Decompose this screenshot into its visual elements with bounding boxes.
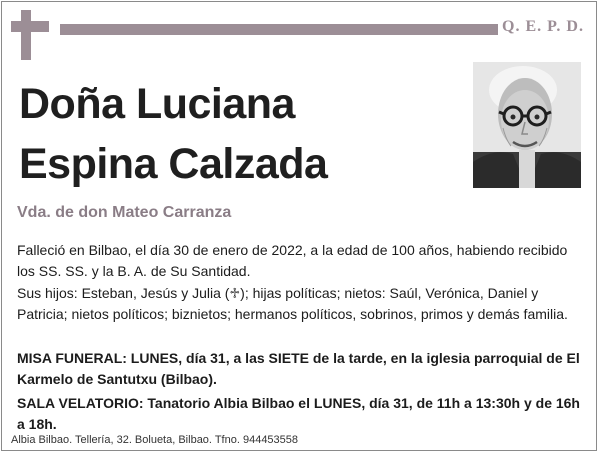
widow-of-label: Vda. de don Mateo Carranza xyxy=(17,204,232,221)
qepd-label: Q. E. P. D. xyxy=(502,18,584,35)
wake-room-paragraph: SALA VELATORIO: Tanatorio Albia Bilbao el LUNES, día 31, de 11h a 13:30h y de 16h a 18h. xyxy=(17,395,580,432)
family-paragraph: Sus hijos: Esteban, Jesús y Julia (♱); hijas políticas; nietos: Saúl, Verónica, Daniel y Patricia; nietos políticos; biznietos; hermanos políticos, sobrinos, primos y demás familia. xyxy=(17,285,568,322)
deceased-name-line1: Doña Luciana xyxy=(19,80,295,128)
deceased-name-line2: Espina Calzada xyxy=(19,140,328,188)
funeral-home-footer: Albia Bilbao. Tellería, 32. Bolueta, Bilbao. Tfno. 944453558 xyxy=(11,434,299,446)
deceased-portrait xyxy=(473,62,581,188)
funeral-mass-paragraph: MISA FUNERAL: LUNES, día 31, a las SIETE de la tarde, en la iglesia parroquial de El Karmelo de Santutxu (Bilbao). xyxy=(17,350,580,387)
header-bar xyxy=(60,24,498,35)
death-notice-paragraph: Falleció en Bilbao, el día 30 de enero de 2022, a la edad de 100 años, habiendo recibido los SS. SS. y la B. A. de Su Santidad. xyxy=(17,242,568,279)
portrait-illustration xyxy=(473,62,581,188)
